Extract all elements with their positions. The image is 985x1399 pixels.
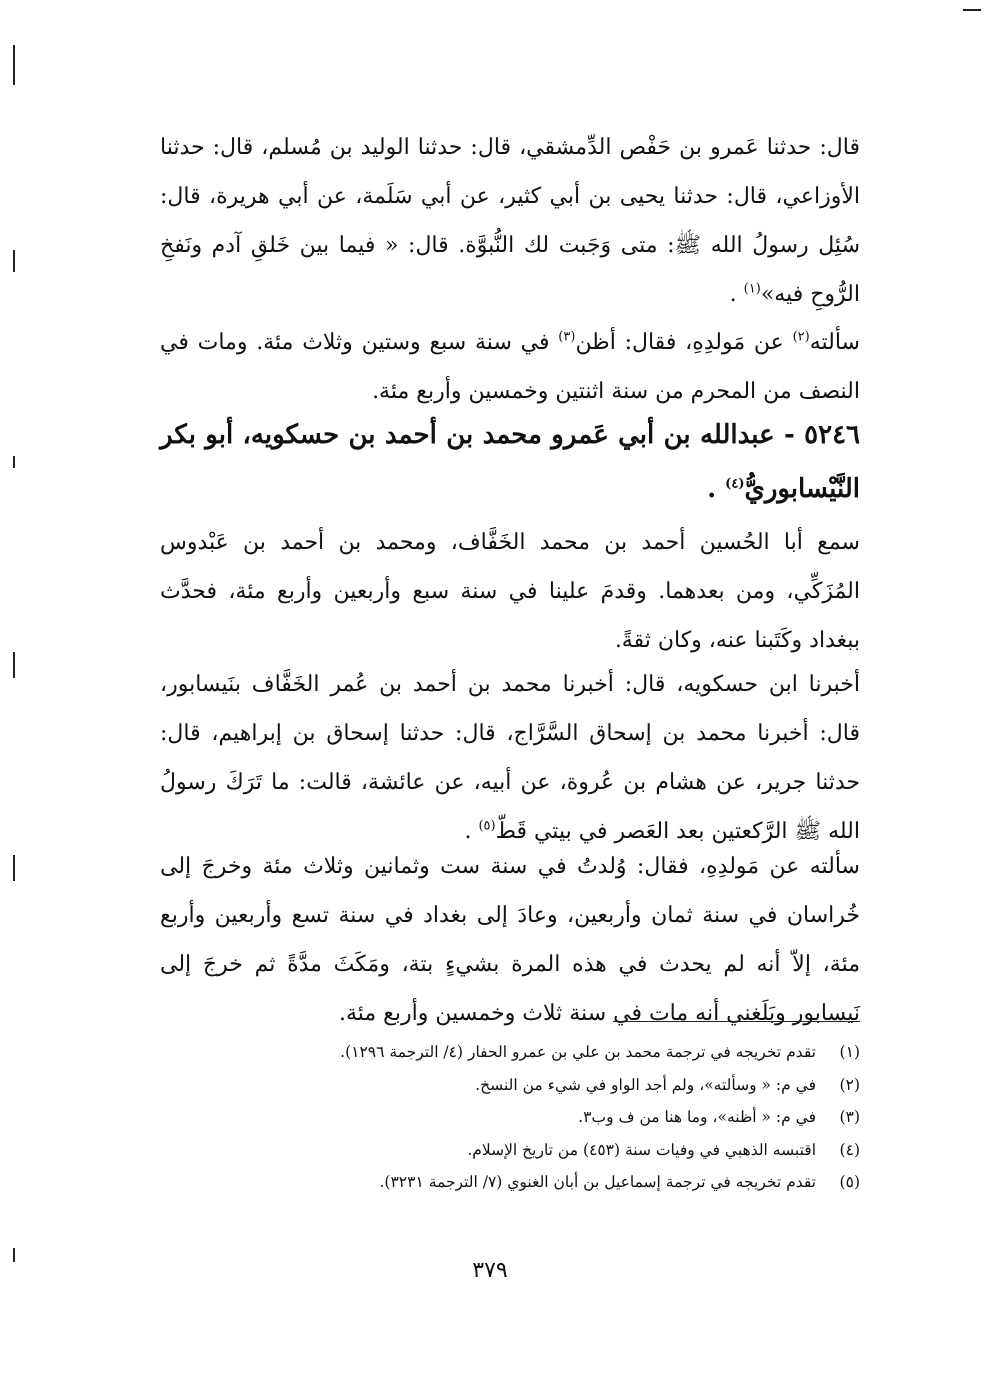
paragraph-hadith-2 [160, 660, 860, 856]
footnote-ref-4: (٤) [725, 476, 745, 492]
footnote-5 [200, 1166, 860, 1199]
paragraph-3-text: سمع أبا الحُسين أحمد بن محمد الخَفَّاف، ومحمد بن أحمد بن عَبْدوس المُزَكِّي، ومن بعدهما. وقدمَ علينا في سنة سبع وأربعين وأربع مئة، فحدَّث ببغداد وكَتَبنا عنه، وكان ثقةً. [160, 530, 860, 653]
footnote-2 [200, 1069, 860, 1102]
scan-mark-left-3 [13, 456, 15, 468]
scan-mark-left-4 [13, 652, 15, 678]
paragraph-5-text: سألته عن مَولدِهِ، فقال: وُلدتُ في سنة ست وثمانين وثلاث مئة وخرجَ إلى خُراسان في سنة ثمان وأربعين، وعادَ إلى بغداد في سنة تسع وأربعين وأربع مئة، إلاّ أنه لم يحدث في هذه المرة بشيءٍ بتة، ومَكَثَ مدَّةً ثم خرجَ إلى نَيسابور وبَلَغني أنه مات في سنة ثلاث وخمسين وأربع مئة. [160, 854, 860, 1026]
scan-mark-left-5 [13, 855, 15, 881]
footnote-number: (٣) [839, 1108, 860, 1126]
paragraph-4-text: أخبرنا ابن حسكويه، قال: أخبرنا محمد بن أحمد بن عُمر الخَفَّاف بنَيسابور، قال: أخبرنا محمد بن إسحاق السَّرَّاج، قال: حدثنا إسحاق بن إبراهيم، قال: حدثنا جرير، عن هشام بن عُروة، عن أبيه، عن عائشة، قالت: ما تَرَكَ رسولُ الله ﷺ الرَّكعتين بعد العَصر في بيتي قَطّ [160, 672, 860, 844]
paragraph-2-text-a: سألته [809, 330, 860, 355]
footnote-number: (٥) [839, 1173, 860, 1191]
page-number: ٣٧٩ [472, 1258, 508, 1283]
footnote-number: (١) [839, 1043, 860, 1061]
paragraph-1-text: قال: حدثنا عَمرو بن حَفْص الدِّمشقي، قال: حدثنا الوليد بن مُسلم، قال: حدثنا الأوزاعي، قال: حدثنا يحيى بن أبي كثير، عن أبي سَلَمة، عن أبي هريرة، قال: سُئِل رسولُ الله ﷺ: متى وَجَبت لك النُّبوَّة. قال: « فيما بين خَلقِ آدم ونَفخِ الرُّوحِ فيه» [160, 135, 860, 307]
footnote-4 [200, 1134, 860, 1167]
footnotes-list [200, 1036, 860, 1199]
footnote-ref-5: (٥) [478, 818, 496, 834]
paragraph-2-text-b: عن مَولدِهِ، فقال: أظن [575, 330, 793, 355]
footnote-text: في م: « وسألته»، ولم أجد الواو في شيء من النسخ. [475, 1075, 816, 1094]
footnote-1 [200, 1036, 860, 1069]
paragraph-2-text-c: في سنة سبع وستين وثلاث مئة. ومات في النصف من المحرم من سنة اثنتين وخمسين وأربع مئة. [160, 330, 860, 404]
scan-mark-top-right [963, 9, 981, 11]
footnote-number: (٤) [839, 1140, 860, 1159]
footnote-ref-2: (٢) [792, 329, 810, 345]
paragraph-birth-death [160, 318, 860, 416]
footnote-ref-3: (٣) [558, 329, 576, 345]
entry-heading-text: ٥٢٤٦ - عبدالله بن أبي عَمرو محمد بن أحمد بن حسكويه، أبو بكر النَّيْسابوريُّ [160, 420, 860, 504]
footnote-separator [613, 1021, 860, 1022]
entry-heading [160, 408, 860, 516]
footnote-text: تقدم تخريجه في ترجمة محمد بن علي بن عمرو الحفار (٤/ الترجمة ١٢٩٦). [340, 1043, 816, 1061]
footnote-3 [200, 1101, 860, 1134]
scan-mark-left-1 [13, 45, 15, 85]
footnote-text: تقدم تخريجه في ترجمة إسماعيل بن أبان الغنوي (٧/ الترجمة ٣٢٣١). [379, 1173, 816, 1191]
paragraph-4-end: . [464, 819, 479, 844]
scan-mark-left-6 [13, 1248, 15, 1262]
paragraph-biography [160, 518, 860, 665]
footnote-ref-1: (١) [743, 281, 761, 297]
footnote-text: في م: « أظنه»، وما هنا من ف وب٣. [578, 1108, 816, 1126]
footnote-number: (٢) [839, 1075, 860, 1094]
paragraph-travels [160, 842, 860, 1038]
paragraph-hadith-1 [160, 123, 860, 319]
scan-mark-left-2 [13, 250, 15, 272]
paragraph-1-end: . [729, 282, 744, 307]
footnote-text: اقتبسه الذهبي في وفيات سنة (٤٥٣) من تاريخ الإسلام. [467, 1140, 816, 1159]
entry-heading-end: . [707, 474, 726, 504]
